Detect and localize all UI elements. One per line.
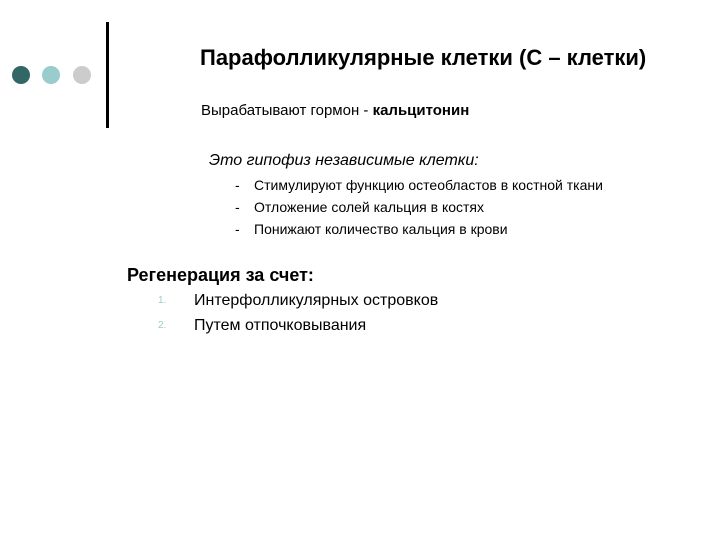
regeneration-list-item xyxy=(158,315,438,340)
effects-list xyxy=(235,175,603,241)
dash-bullet: - xyxy=(235,177,240,193)
dash-bullet: - xyxy=(235,199,240,215)
regeneration-list xyxy=(158,290,438,340)
effects-list-item xyxy=(235,197,603,219)
effects-list-item xyxy=(235,175,603,197)
hormone-prefix: Вырабатывают гормон - xyxy=(201,102,373,119)
effect-text: Отложение солей кальция в костях xyxy=(254,199,485,215)
regeneration-item-text: Путем отпочковывания xyxy=(194,317,367,335)
regeneration-title: Регенерация за счет: xyxy=(127,265,314,285)
list-number: 2. xyxy=(158,320,167,331)
dot-light-gray-icon xyxy=(73,66,91,84)
vertical-divider xyxy=(106,22,109,128)
effect-text: Понижают количество кальция в крови xyxy=(254,221,508,237)
dash-bullet: - xyxy=(235,221,240,237)
regeneration-item-text: Интерфолликулярных островков xyxy=(194,292,439,310)
independent-cells-text: Это гипофиз независимые клетки: xyxy=(209,152,479,169)
hormone-name: кальцитонин xyxy=(372,102,470,119)
hormone-line xyxy=(201,102,469,119)
list-number: 1. xyxy=(158,295,167,306)
dot-dark-teal-icon xyxy=(12,66,30,84)
effects-list-item xyxy=(235,219,603,241)
slide-title: Парафолликулярные клетки (С – клетки) xyxy=(200,45,647,70)
regeneration-list-item xyxy=(158,290,438,315)
effect-text: Стимулируют функцию остеобластов в костной ткани xyxy=(254,177,603,193)
dot-light-teal-icon xyxy=(42,66,60,84)
